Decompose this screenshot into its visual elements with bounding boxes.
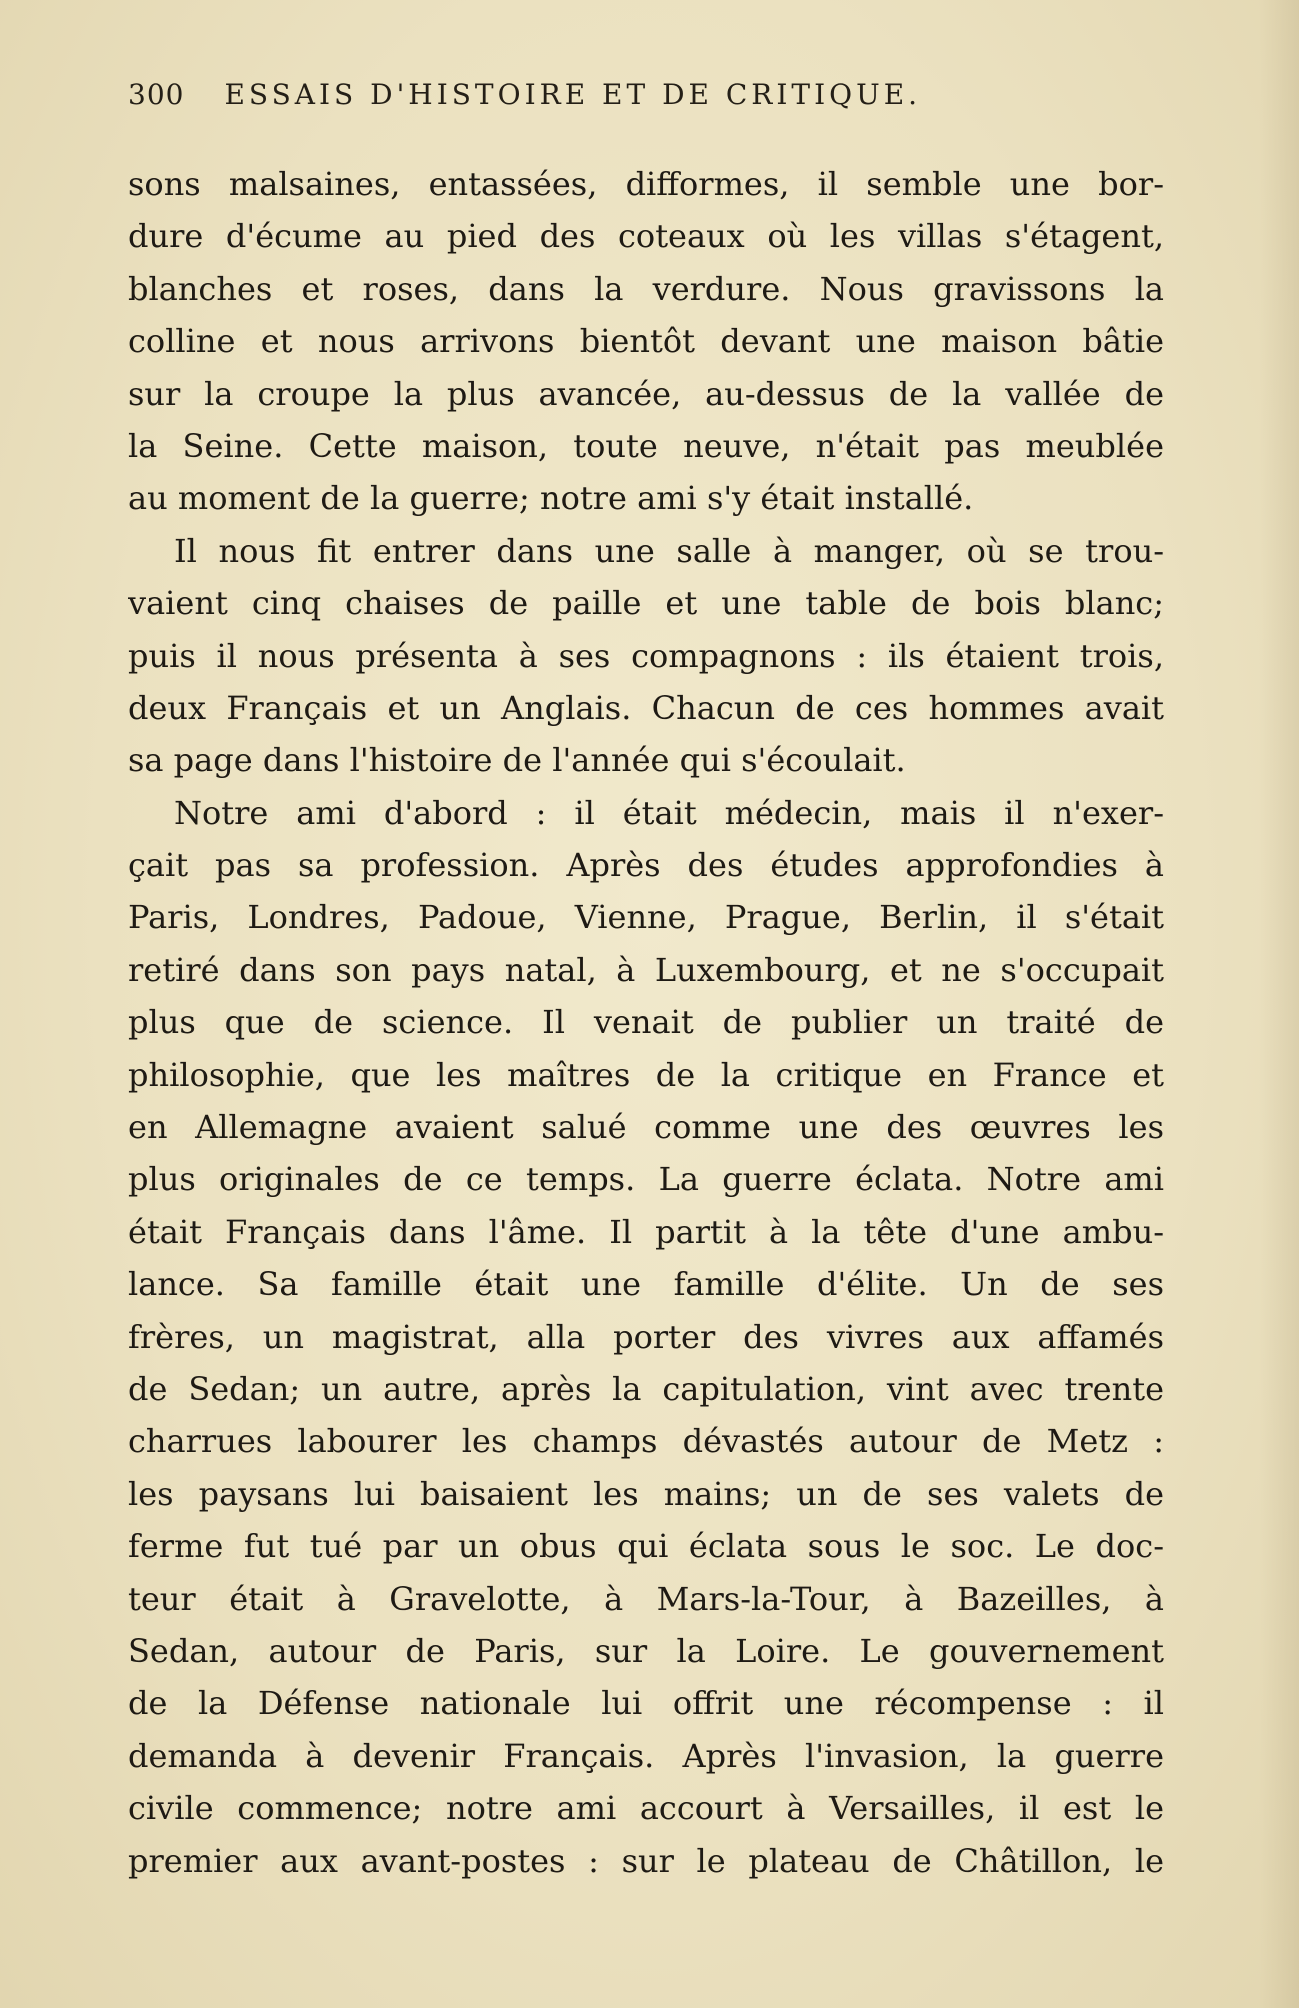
text-line: teur était à Gravelotte, à Mars-la-Tour, à Bazeilles, à	[128, 1579, 1164, 1618]
text-line: Paris, Londres, Padoue, Vienne, Prague, Berlin, il s'était	[128, 898, 1164, 937]
text-line: deux Français et un Anglais. Chacun de ces hommes avait	[128, 688, 1164, 727]
text-line: civile commence; notre ami accourt à Versailles, il est le	[128, 1789, 1164, 1828]
text-line: de Sedan; un autre, après la capitulation, vint avec trente	[128, 1369, 1164, 1408]
running-title: ESSAIS D'HISTOIRE ET DE CRITIQUE.	[224, 78, 922, 111]
text-line: sa page dans l'histoire de l'année qui s'écoulait.	[128, 741, 906, 780]
text-line: colline et nous arrivons bientôt devant une maison bâtie	[128, 322, 1164, 361]
text-line: de la Défense nationale lui offrit une récompense : il	[128, 1684, 1164, 1723]
text-line: sur la croupe la plus avancée, au-dessus de la vallée de	[128, 374, 1164, 413]
paragraph	[128, 787, 1164, 1887]
running-head	[128, 78, 1164, 124]
text-line: Il nous fit entrer dans une salle à manger, où se trou-	[174, 531, 1164, 570]
book-page	[128, 78, 1164, 1887]
paragraph	[128, 525, 1164, 787]
text-line: plus que de science. Il venait de publier un traité de	[128, 1003, 1164, 1042]
text-line: premier aux avant-postes : sur le plateau de Châtillon, le	[128, 1841, 1164, 1880]
text-line: lance. Sa famille était une famille d'élite. Un de ses	[128, 1265, 1164, 1304]
text-line: vaient cinq chaises de paille et une table de bois blanc;	[128, 584, 1164, 623]
text-line: puis il nous présenta à ses compagnons : ils étaient trois,	[128, 636, 1164, 675]
text-line: retiré dans son pays natal, à Luxembourg, et ne s'occupait	[128, 950, 1164, 989]
text-body	[128, 158, 1164, 1887]
text-line: philosophie, que les maîtres de la critique en France et	[128, 1055, 1164, 1094]
text-line: blanches et roses, dans la verdure. Nous gravissons la	[128, 269, 1164, 308]
text-line: Sedan, autour de Paris, sur la Loire. Le gouvernement	[128, 1631, 1164, 1670]
text-line: frères, un magistrat, alla porter des vivres aux affamés	[128, 1317, 1164, 1356]
text-line: plus originales de ce temps. La guerre éclata. Notre ami	[128, 1160, 1164, 1199]
text-line: les paysans lui baisaient les mains; un de ses valets de	[128, 1474, 1164, 1513]
text-line: au moment de la guerre; notre ami s'y était installé.	[128, 479, 974, 518]
paragraph	[128, 158, 1164, 525]
text-line: était Français dans l'âme. Il partit à la tête d'une ambu-	[128, 1212, 1164, 1251]
text-line: sons malsaines, entassées, difformes, il semble une bor-	[128, 165, 1164, 203]
text-line: çait pas sa profession. Après des études approfondies à	[128, 846, 1164, 885]
page-number: 300	[128, 78, 185, 111]
text-line: Notre ami d'abord : il était médecin, mais il n'exer-	[174, 793, 1164, 832]
page-edge-shadow	[1259, 0, 1299, 2008]
text-line: ferme fut tué par un obus qui éclata sous le soc. Le doc-	[128, 1527, 1164, 1566]
text-line: la Seine. Cette maison, toute neuve, n'était pas meublée	[128, 426, 1164, 465]
text-line: dure d'écume au pied des coteaux où les villas s'étagent,	[128, 217, 1164, 256]
text-line: charrues labourer les champs dévastés autour de Metz :	[128, 1422, 1164, 1461]
text-line: en Allemagne avaient salué comme une des œuvres les	[128, 1108, 1164, 1147]
text-line: demanda à devenir Français. Après l'invasion, la guerre	[128, 1736, 1164, 1775]
